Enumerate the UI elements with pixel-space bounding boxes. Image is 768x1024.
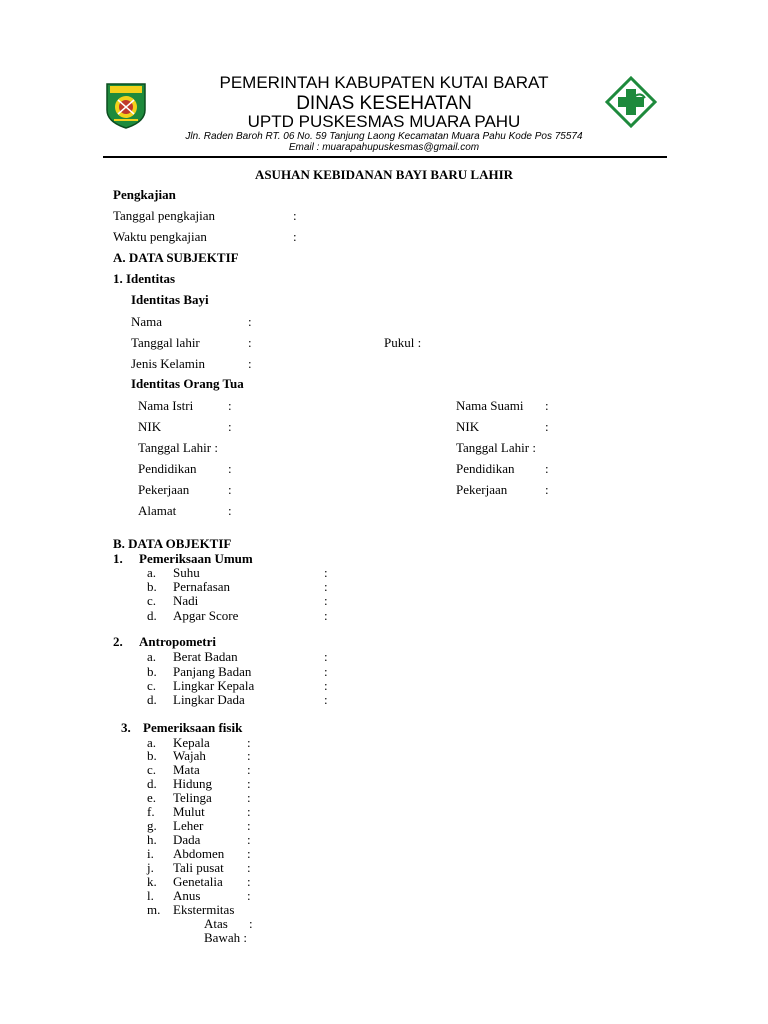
colon: : bbox=[247, 818, 251, 833]
nik-suami-label: NIK bbox=[456, 419, 480, 434]
apgar-score-label: Apgar Score bbox=[173, 608, 239, 623]
list-letter: l. bbox=[147, 888, 154, 903]
mulut-label: Mulut bbox=[173, 804, 205, 819]
antropometri-number: 2. bbox=[113, 634, 123, 649]
colon: : bbox=[247, 888, 251, 903]
list-letter: b. bbox=[147, 579, 157, 594]
list-letter: a. bbox=[147, 649, 157, 664]
dada-label: Dada bbox=[173, 832, 201, 847]
nadi-label: Nadi bbox=[173, 593, 199, 608]
lingkar-kepala-label: Lingkar Kepala bbox=[173, 678, 255, 693]
colon: : bbox=[293, 229, 297, 244]
wajah-label: Wajah bbox=[173, 748, 206, 763]
telinga-label: Telinga bbox=[173, 790, 212, 805]
list-letter: d. bbox=[147, 776, 157, 791]
nama-istri-label: Nama Istri bbox=[138, 398, 194, 413]
colon: : bbox=[545, 482, 549, 497]
suhu-label: Suhu bbox=[173, 565, 200, 580]
anus-label: Anus bbox=[173, 888, 201, 903]
list-letter: f. bbox=[147, 804, 155, 819]
kepala-label: Kepala bbox=[173, 735, 210, 750]
abdomen-label: Abdomen bbox=[173, 846, 225, 861]
header-address: Jln. Raden Baroh RT. 06 No. 59 Tanjung Laong Kecamatan Muara Pahu Kode Pos 75574 bbox=[185, 131, 583, 142]
list-letter: d. bbox=[147, 608, 157, 623]
colon: : bbox=[228, 419, 232, 434]
alamat-label: Alamat bbox=[138, 503, 177, 518]
berat-badan-label: Berat Badan bbox=[173, 649, 238, 664]
colon: : bbox=[293, 208, 297, 223]
list-letter: a. bbox=[147, 735, 157, 750]
nik-istri-label: NIK bbox=[138, 419, 162, 434]
leher-label: Leher bbox=[173, 818, 204, 833]
list-letter: e. bbox=[147, 790, 157, 805]
antropometri-heading: Antropometri bbox=[139, 634, 217, 649]
colon: : bbox=[247, 748, 251, 763]
jenis-kelamin-label: Jenis Kelamin bbox=[131, 356, 206, 371]
list-letter: c. bbox=[147, 593, 157, 608]
mata-label: Mata bbox=[173, 762, 200, 777]
lingkar-dada-label: Lingkar Dada bbox=[173, 692, 245, 707]
list-letter: k. bbox=[147, 874, 157, 889]
list-letter: m. bbox=[147, 902, 161, 917]
pendidikan-suami-label: Pendidikan bbox=[456, 461, 515, 476]
pemeriksaan-umum-heading: Pemeriksaan Umum bbox=[139, 551, 253, 566]
list-letter: c. bbox=[147, 762, 157, 777]
colon: : bbox=[324, 565, 328, 580]
header-email: Email : muarapahupuskesmas@gmail.com bbox=[288, 142, 480, 153]
ekstermitas-label: Ekstermitas bbox=[173, 902, 235, 917]
subjektif-heading: A. DATA SUBJEKTIF bbox=[113, 250, 239, 265]
pendidikan-istri-label: Pendidikan bbox=[138, 461, 197, 476]
objektif-heading: B. DATA OBJEKTIF bbox=[113, 536, 232, 551]
umum-number: 1. bbox=[113, 551, 123, 566]
colon: : bbox=[545, 461, 549, 476]
panjang-badan-label: Panjang Badan bbox=[173, 664, 252, 679]
list-letter: g. bbox=[147, 818, 157, 833]
tali-pusat-label: Tali pusat bbox=[173, 860, 224, 875]
identitas-orang-tua-heading: Identitas Orang Tua bbox=[131, 376, 244, 391]
nama-suami-label: Nama Suami bbox=[456, 398, 524, 413]
header-government: PEMERINTAH KABUPATEN KUTAI BARAT bbox=[219, 73, 549, 92]
colon: : bbox=[247, 860, 251, 875]
colon: : bbox=[248, 314, 252, 329]
pengkajian-heading: Pengkajian bbox=[113, 187, 176, 202]
colon: : bbox=[545, 419, 549, 434]
identitas-heading: 1. Identitas bbox=[113, 271, 176, 286]
tanggal-lahir-istri-label: Tanggal Lahir : bbox=[138, 440, 218, 455]
colon: : bbox=[228, 503, 232, 518]
pekerjaan-istri-label: Pekerjaan bbox=[138, 482, 190, 497]
colon: : bbox=[247, 832, 251, 847]
header-divider bbox=[103, 156, 667, 158]
genetalia-label: Genetalia bbox=[173, 874, 223, 889]
list-letter: d. bbox=[147, 692, 157, 707]
colon: : bbox=[324, 678, 328, 693]
colon: : bbox=[247, 804, 251, 819]
colon: : bbox=[324, 664, 328, 679]
header-dinas: DINAS KESEHATAN bbox=[296, 93, 472, 114]
pukul-label: Pukul : bbox=[384, 335, 422, 350]
fisik-number: 3. bbox=[121, 720, 131, 735]
tanggal-pengkajian-label: Tanggal pengkajian bbox=[113, 208, 215, 223]
list-letter: b. bbox=[147, 664, 157, 679]
colon: : bbox=[247, 735, 251, 750]
document-title: ASUHAN KEBIDANAN BAYI BARU LAHIR bbox=[254, 167, 514, 182]
colon: : bbox=[228, 461, 232, 476]
list-letter: a. bbox=[147, 565, 157, 580]
pekerjaan-suami-label: Pekerjaan bbox=[456, 482, 508, 497]
colon: : bbox=[249, 916, 253, 931]
colon: : bbox=[228, 482, 232, 497]
header-puskesmas: UPTD PUSKESMAS MUARA PAHU bbox=[247, 112, 521, 131]
colon: : bbox=[248, 335, 252, 350]
tanggal-lahir-bayi-label: Tanggal lahir bbox=[131, 335, 200, 350]
identitas-bayi-heading: Identitas Bayi bbox=[131, 292, 209, 307]
pemeriksaan-fisik-heading: Pemeriksaan fisik bbox=[143, 720, 243, 735]
hidung-label: Hidung bbox=[173, 776, 212, 791]
colon: : bbox=[545, 398, 549, 413]
pernafasan-label: Pernafasan bbox=[173, 579, 231, 594]
colon: : bbox=[247, 790, 251, 805]
colon: : bbox=[248, 356, 252, 371]
colon: : bbox=[324, 579, 328, 594]
colon: : bbox=[247, 874, 251, 889]
colon: : bbox=[324, 692, 328, 707]
colon: : bbox=[324, 593, 328, 608]
colon: : bbox=[247, 762, 251, 777]
colon: : bbox=[247, 846, 251, 861]
colon: : bbox=[324, 649, 328, 664]
list-letter: j. bbox=[147, 860, 154, 875]
list-letter: b. bbox=[147, 748, 157, 763]
atas-label: Atas bbox=[204, 916, 228, 931]
colon: : bbox=[324, 608, 328, 623]
list-letter: h. bbox=[147, 832, 157, 847]
colon: : bbox=[228, 398, 232, 413]
waktu-pengkajian-label: Waktu pengkajian bbox=[113, 229, 207, 244]
list-letter: c. bbox=[147, 678, 157, 693]
tanggal-lahir-suami-label: Tanggal Lahir : bbox=[456, 440, 536, 455]
nama-bayi-label: Nama bbox=[131, 314, 163, 329]
colon: : bbox=[247, 776, 251, 791]
list-letter: i. bbox=[147, 846, 154, 861]
bawah-label: Bawah : bbox=[204, 930, 247, 945]
